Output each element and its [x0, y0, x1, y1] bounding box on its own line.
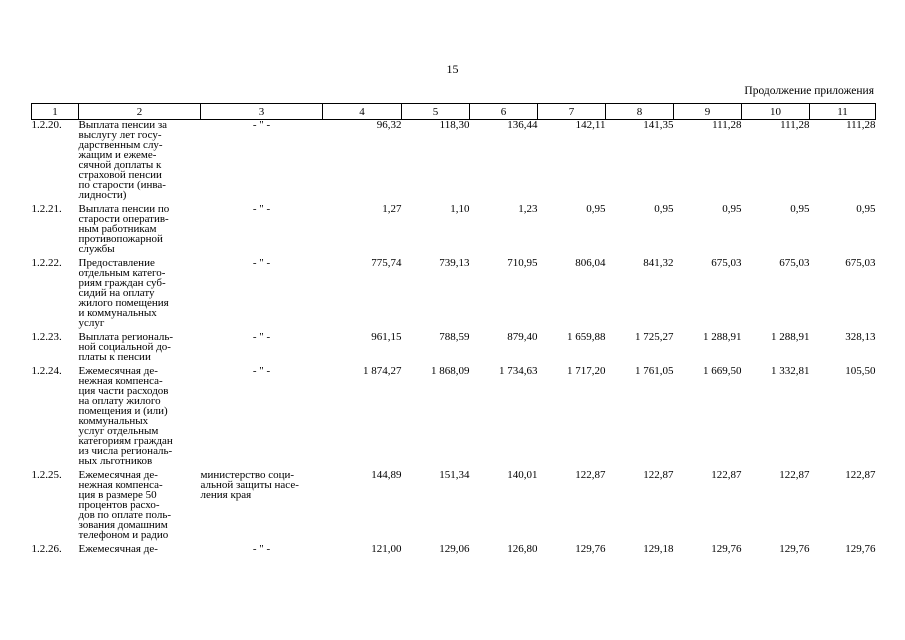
- value-cell: 105,50: [845, 365, 876, 377]
- table-body: [32, 120, 876, 559]
- value-cell: 0,95: [856, 203, 876, 215]
- header-row: [32, 104, 876, 120]
- value-cell: 1,10: [450, 203, 470, 215]
- row-executor: [201, 204, 323, 258]
- value-cell: 126,80: [507, 543, 538, 555]
- row-name-line: отдельным катего-: [78, 267, 166, 279]
- row-executor: [201, 366, 323, 470]
- value-cell: 122,87: [643, 469, 674, 481]
- table-row: [32, 120, 876, 205]
- row-name-line: риям граждан суб-: [78, 277, 166, 289]
- row-name: [79, 204, 201, 258]
- column-header: 5: [402, 104, 470, 120]
- value-cell: 710,95: [507, 257, 538, 269]
- page-number: 15: [446, 62, 459, 76]
- value-cell: 1 332,81: [771, 365, 810, 377]
- value-cell: 1 761,05: [635, 365, 674, 377]
- value-cell: 1 874,27: [363, 365, 402, 377]
- value-cell: 151,34: [439, 469, 470, 481]
- column-header: 3: [201, 104, 323, 120]
- row-name-line: нежная компенса-: [78, 479, 163, 491]
- row-name-line: ным работникам: [78, 223, 157, 235]
- row-executor-line: - " -: [252, 203, 271, 215]
- value-cell: 1 868,09: [431, 365, 470, 377]
- row-name-line: нежная компенса-: [78, 375, 163, 387]
- table-row: [32, 544, 876, 558]
- row-name-line: выслугу лет госу-: [78, 129, 162, 141]
- value-cell: 122,87: [575, 469, 606, 481]
- row-name-line: Ежемесячная де-: [78, 365, 158, 377]
- row-code: 1.2.20.: [31, 119, 62, 131]
- row-code: 1.2.25.: [31, 469, 62, 481]
- column-header: 4: [323, 104, 402, 120]
- row-name-line: процентов расхо-: [78, 499, 160, 511]
- row-name-line: коммунальных: [78, 415, 149, 427]
- row-name-line: сячной доплаты к: [78, 159, 162, 171]
- row-executor: [201, 120, 323, 205]
- continuation-label: Продолжение приложения: [744, 85, 874, 97]
- table-row: [32, 258, 876, 332]
- row-name-line: ной социальной до-: [78, 341, 171, 353]
- value-cell: 129,06: [439, 543, 470, 555]
- value-cell: 136,44: [507, 119, 538, 131]
- value-cell: 1 288,91: [703, 331, 742, 343]
- value-cell: 121,00: [371, 543, 402, 555]
- row-name-line: лидности): [78, 189, 127, 201]
- column-header: 6: [470, 104, 538, 120]
- row-executor-line: - " -: [252, 331, 271, 343]
- row-code: 1.2.26.: [31, 543, 62, 555]
- value-cell: 111,28: [780, 119, 810, 131]
- value-cell: 129,18: [643, 543, 674, 555]
- row-code: 1.2.22.: [31, 257, 62, 269]
- row-name-line: ция в размере 50: [78, 489, 157, 501]
- value-cell: 1 717,20: [567, 365, 606, 377]
- row-name-line: ных льготников: [78, 455, 153, 467]
- value-cell: 775,74: [371, 257, 402, 269]
- row-name-line: по старости (инва-: [78, 179, 166, 191]
- row-code: 1.2.24.: [31, 365, 62, 377]
- row-name-line: услуг: [78, 317, 105, 329]
- row-name-line: Ежемесячная де-: [78, 469, 158, 481]
- row-name-line: и коммунальных: [78, 307, 157, 319]
- value-cell: 0,95: [654, 203, 674, 215]
- row-name-line: страховой пенсии: [78, 169, 162, 181]
- row-name-line: дов по оплате поль-: [78, 509, 172, 521]
- row-executor-line: министерство соци-: [200, 469, 295, 481]
- value-cell: 111,28: [712, 119, 742, 131]
- row-name-line: на оплату жилого: [78, 395, 161, 407]
- row-name-line: Выплата пенсии за: [78, 119, 168, 131]
- column-header: 7: [538, 104, 606, 120]
- value-cell: 788,59: [439, 331, 470, 343]
- value-cell: 129,76: [575, 543, 606, 555]
- row-name-line: ция части расходов: [78, 385, 169, 397]
- row-executor-line: - " -: [252, 543, 271, 555]
- value-cell: 141,35: [643, 119, 674, 131]
- appendix-table: [31, 103, 876, 558]
- row-name-line: службы: [78, 243, 115, 255]
- row-executor: [201, 544, 323, 558]
- value-cell: 1,27: [382, 203, 402, 215]
- row-name: [79, 470, 201, 544]
- value-cell: 122,87: [779, 469, 810, 481]
- row-name-line: Выплата пенсии по: [78, 203, 170, 215]
- column-header: 9: [674, 104, 742, 120]
- value-cell: 879,40: [507, 331, 538, 343]
- row-executor-line: - " -: [252, 365, 271, 377]
- value-cell: 675,03: [845, 257, 876, 269]
- row-executor-line: ления края: [200, 489, 252, 501]
- row-name-line: противопожарной: [78, 233, 163, 245]
- value-cell: 0,95: [586, 203, 606, 215]
- value-cell: 1 659,88: [567, 331, 606, 343]
- value-cell: 140,01: [507, 469, 538, 481]
- value-cell: 96,32: [376, 119, 402, 131]
- table-row: [32, 366, 876, 470]
- value-cell: 122,87: [711, 469, 742, 481]
- row-name-line: помещения и (или): [78, 405, 168, 417]
- row-code: 1.2.23.: [31, 331, 62, 343]
- table-row: [32, 204, 876, 258]
- row-name-line: Ежемесячная де-: [78, 543, 158, 555]
- row-name-line: платы к пенсии: [78, 351, 151, 363]
- column-header: 11: [810, 104, 876, 120]
- row-executor: [201, 332, 323, 366]
- row-name: [79, 544, 201, 558]
- row-name-line: жащим и ежеме-: [78, 149, 157, 161]
- value-cell: 0,95: [722, 203, 742, 215]
- value-cell: 675,03: [779, 257, 810, 269]
- value-cell: 328,13: [845, 331, 876, 343]
- column-header: 1: [32, 104, 79, 120]
- value-cell: 1 734,63: [499, 365, 538, 377]
- value-cell: 129,76: [779, 543, 810, 555]
- row-name: [79, 258, 201, 332]
- value-cell: 1 288,91: [771, 331, 810, 343]
- column-header: 10: [742, 104, 810, 120]
- row-code: 1.2.21.: [31, 203, 62, 215]
- value-cell: 1,23: [518, 203, 538, 215]
- row-name-line: жилого помещения: [78, 297, 169, 309]
- row-name-line: Выплата региональ-: [78, 331, 174, 343]
- column-header: 8: [606, 104, 674, 120]
- row-name-line: из числа региональ-: [78, 445, 173, 457]
- row-name-line: зования домашним: [78, 519, 168, 531]
- value-cell: 961,15: [371, 331, 402, 343]
- row-executor-line: - " -: [252, 257, 271, 269]
- table-row: [32, 470, 876, 544]
- row-executor: [201, 258, 323, 332]
- value-cell: 129,76: [711, 543, 742, 555]
- row-name-line: дарственным слу-: [78, 139, 163, 151]
- value-cell: 0,95: [790, 203, 810, 215]
- table-row: [32, 332, 876, 366]
- value-cell: 739,13: [439, 257, 470, 269]
- row-executor: [201, 470, 323, 544]
- row-name: [79, 332, 201, 366]
- row-name-line: телефоном и радио: [78, 529, 169, 541]
- row-name: [79, 120, 201, 205]
- row-name-line: сидий на оплату: [78, 287, 155, 299]
- row-name-line: услуг отдельным: [78, 425, 159, 437]
- row-name-line: Предоставление: [78, 257, 155, 269]
- row-executor-line: - " -: [252, 119, 271, 131]
- row-executor-line: альной защиты насе-: [200, 479, 299, 491]
- value-cell: 1 669,50: [703, 365, 742, 377]
- value-cell: 1 725,27: [635, 331, 674, 343]
- row-name-line: категориям граждан: [78, 435, 173, 447]
- value-cell: 806,04: [575, 257, 606, 269]
- row-name: [79, 366, 201, 470]
- value-cell: 122,87: [845, 469, 876, 481]
- value-cell: 841,32: [643, 257, 674, 269]
- column-header: 2: [79, 104, 201, 120]
- value-cell: 142,11: [575, 119, 606, 131]
- value-cell: 129,76: [845, 543, 876, 555]
- value-cell: 675,03: [711, 257, 742, 269]
- row-name-line: старости оператив-: [78, 213, 169, 225]
- value-cell: 111,28: [846, 119, 876, 131]
- value-cell: 144,89: [371, 469, 402, 481]
- value-cell: 118,30: [439, 119, 470, 131]
